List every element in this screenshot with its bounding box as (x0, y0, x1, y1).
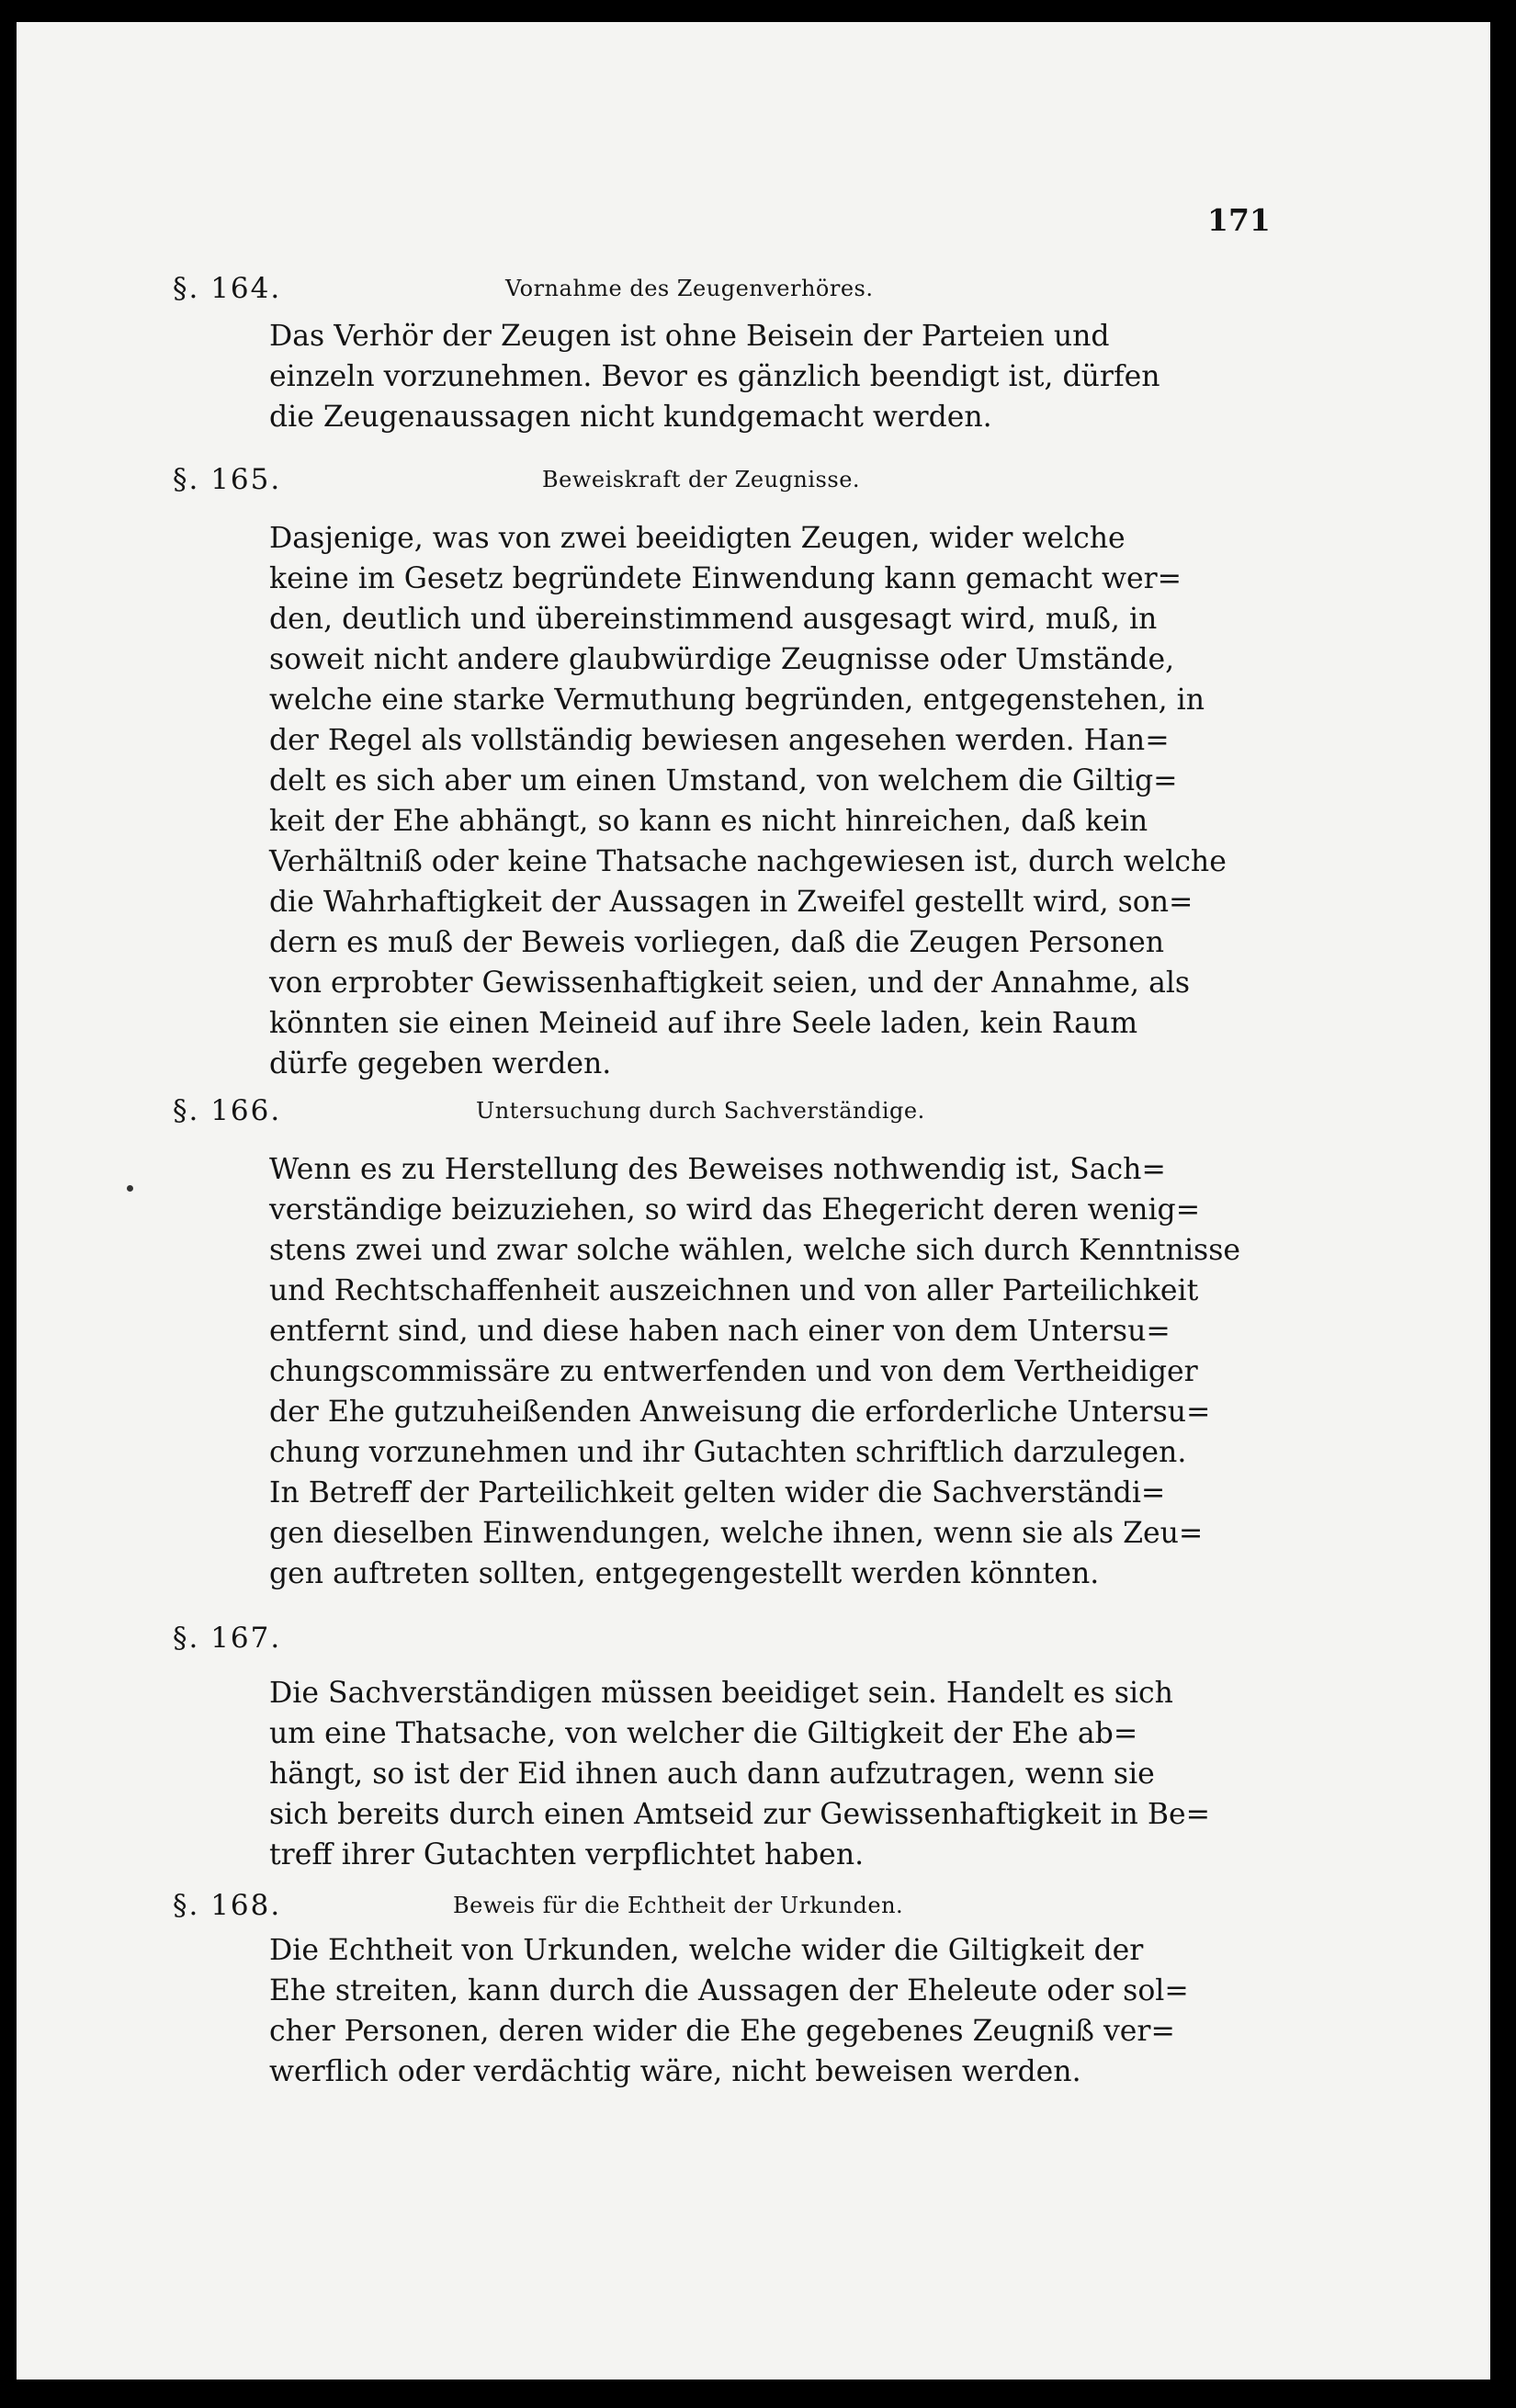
text-line: entfernt sind, und diese haben nach einer von dem Untersu= (269, 1315, 1171, 1348)
text-line: gen auftreten sollten, entgegengestellt werden könnten. (269, 1557, 1100, 1590)
text-line: Dasjenige, was von zwei beeidigten Zeugen, wider welche (269, 522, 1126, 555)
text-line: Die Echtheit von Urkunden, welche wider die Giltigkeit der (269, 1934, 1144, 1967)
text-line: von erprobter Gewissenhaftigkeit seien, und der Annahme, als (269, 967, 1191, 1000)
text-line: keit der Ehe abhängt, so kann es nicht hinreichen, daß kein (269, 805, 1148, 838)
text-line: könnten sie einen Meineid auf ihre Seele laden, kein Raum (269, 1007, 1138, 1040)
text-line: den, deutlich und übereinstimmend ausgesagt wird, muß, in (269, 603, 1158, 636)
section-number: §. 164. (173, 272, 282, 305)
book-page (17, 22, 1490, 2380)
text-line: keine im Gesetz begründete Einwendung kann gemacht wer= (269, 562, 1182, 595)
section-number: §. 167. (173, 1622, 282, 1655)
section-title: Beweiskraft der Zeugnisse. (542, 467, 861, 492)
text-line: sich bereits durch einen Amtseid zur Gewissenhaftigkeit in Be= (269, 1798, 1211, 1831)
ink-speck (127, 1185, 133, 1192)
text-line: cher Personen, deren wider die Ehe gegebenes Zeugniß ver= (269, 2015, 1175, 2048)
text-line: Verhältniß oder keine Thatsache nachgewiesen ist, durch welche (269, 845, 1227, 878)
section-number: §. 168. (173, 1889, 282, 1922)
page-number: 171 (1207, 202, 1271, 238)
text-line: um eine Thatsache, von welcher die Giltigkeit der Ehe ab= (269, 1717, 1138, 1750)
text-line: und Rechtschaffenheit auszeichnen und von aller Parteilichkeit (269, 1274, 1199, 1307)
section-heading-167 (173, 1622, 1266, 1658)
text-line: verständige beizuziehen, so wird das Ehegericht deren wenig= (269, 1193, 1201, 1227)
text-line: chung vorzunehmen und ihr Gutachten schriftlich darzulegen. (269, 1436, 1187, 1469)
section-164-text (269, 316, 1263, 437)
section-heading-164 (173, 272, 1266, 309)
section-167-text (269, 1673, 1263, 1875)
text-line: hängt, so ist der Eid ihnen auch dann aufzutragen, wenn sie (269, 1758, 1155, 1791)
section-166-text (269, 1149, 1263, 1594)
text-line: die Zeugenaussagen nicht kundgemacht werden. (269, 401, 992, 434)
text-line: In Betreff der Parteilichkeit gelten wider die Sachverständi= (269, 1476, 1166, 1509)
section-165-text (269, 518, 1263, 1084)
section-title: Beweis für die Echtheit der Urkunden. (453, 1893, 904, 1918)
section-title: Untersuchung durch Sachverständige. (476, 1098, 925, 1124)
text-line: chungscommissäre zu entwerfenden und von dem Vertheidiger (269, 1355, 1198, 1388)
text-line: die Wahrhaftigkeit der Aussagen in Zweifel gestellt wird, son= (269, 886, 1194, 919)
section-heading-166 (173, 1094, 1266, 1131)
section-heading-165 (173, 463, 1266, 500)
section-heading-168 (173, 1889, 1266, 1926)
text-line: Wenn es zu Herstellung des Beweises nothwendig ist, Sach= (269, 1153, 1166, 1186)
text-line: werflich oder verdächtig wäre, nicht beweisen werden. (269, 2055, 1081, 2088)
text-line: Das Verhör der Zeugen ist ohne Beisein der Parteien und (269, 320, 1110, 353)
text-line: dern es muß der Beweis vorliegen, daß die Zeugen Personen (269, 926, 1165, 959)
section-number: §. 166. (173, 1094, 282, 1127)
text-line: welche eine starke Vermuthung begründen, entgegenstehen, in (269, 684, 1205, 717)
text-line: der Ehe gutzuheißenden Anweisung die erforderliche Untersu= (269, 1396, 1211, 1429)
text-line: Die Sachverständigen müssen beeidiget sein. Handelt es sich (269, 1677, 1173, 1710)
text-line: Ehe streiten, kann durch die Aussagen der Eheleute oder sol= (269, 1974, 1189, 2007)
text-line: gen dieselben Einwendungen, welche ihnen, wenn sie als Zeu= (269, 1517, 1204, 1550)
section-number: §. 165. (173, 463, 282, 496)
section-title: Vornahme des Zeugenverhöres. (505, 276, 874, 301)
text-line: soweit nicht andere glaubwürdige Zeugnisse oder Umstände, (269, 643, 1175, 676)
text-line: dürfe gegeben werden. (269, 1047, 612, 1080)
text-line: der Regel als vollständig bewiesen angesehen werden. Han= (269, 724, 1170, 757)
text-line: delt es sich aber um einen Umstand, von welchem die Giltig= (269, 764, 1178, 797)
text-line: stens zwei und zwar solche wählen, welche sich durch Kenntnisse (269, 1234, 1241, 1267)
section-168-text (269, 1930, 1263, 2092)
text-line: einzeln vorzunehmen. Bevor es gänzlich beendigt ist, dürfen (269, 360, 1160, 393)
text-line: treff ihrer Gutachten verpflichtet haben. (269, 1838, 865, 1871)
